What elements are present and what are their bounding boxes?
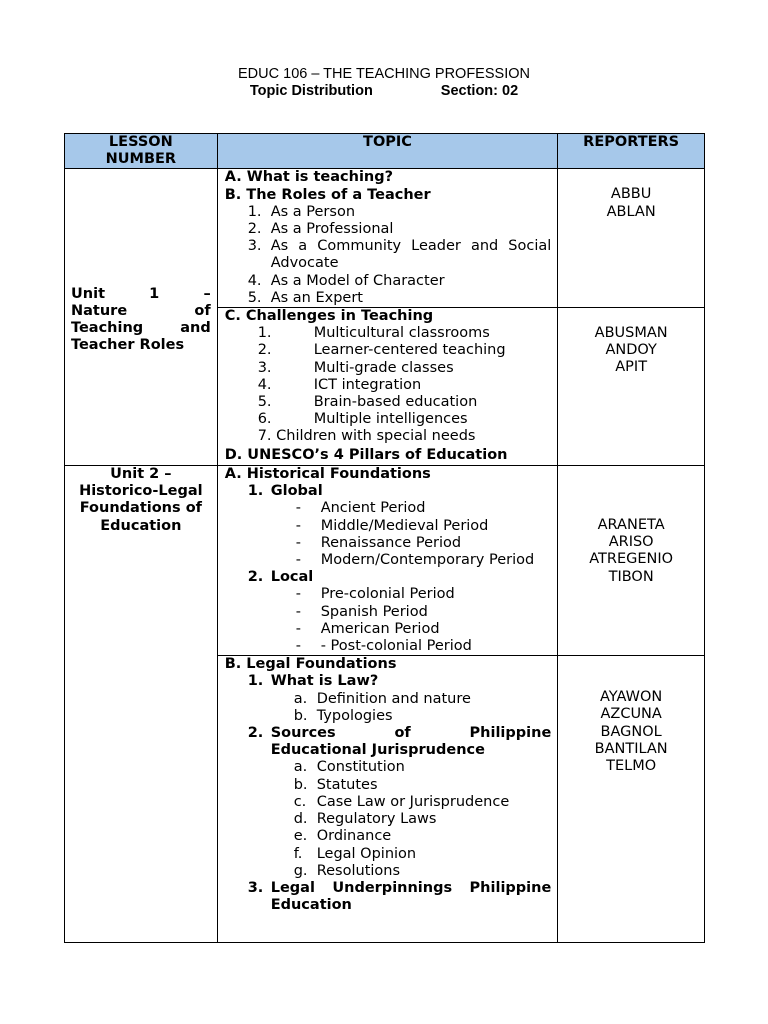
unit2-reporters-1	[558, 466, 705, 656]
list-item: 1. Global	[247, 483, 323, 500]
unit2-label-line: Foundations of	[79, 500, 202, 517]
topic-b-heading: B. Legal Foundations	[224, 656, 397, 673]
header-reporters: REPORTERS	[558, 134, 705, 169]
table-row	[65, 466, 705, 656]
unit2-label-line: Historico-Legal	[79, 483, 203, 500]
list-item: - Renaissance Period	[295, 534, 462, 551]
list-item: - American Period	[295, 620, 440, 637]
list-item: a. Definition and nature	[293, 690, 471, 707]
document-header	[0, 66, 768, 99]
list-item: 2. Learner-centered teaching	[257, 342, 506, 359]
list-item: 1. What is Law?	[247, 673, 379, 690]
unit1-cell	[65, 169, 218, 466]
list-item: - Spanish Period	[295, 603, 428, 620]
reporter-name: AZCUNA	[600, 706, 662, 723]
list-item: 2. Sources of Philippine Educational Jurisprudence	[247, 725, 552, 759]
reporter-name: APIT	[615, 359, 648, 376]
header-lesson-number: LESSON NUMBER	[65, 134, 218, 169]
reporter-name: AYAWON	[600, 689, 663, 706]
topic-distribution-label: Topic Distribution	[249, 83, 373, 99]
list-item: c. Case Law or Jurisprudence	[293, 793, 510, 810]
reporter-name: ARISO	[608, 534, 654, 551]
unit2-topic-b	[217, 656, 558, 943]
list-item: 7. Children with special needs	[257, 428, 476, 445]
list-item: 1. Multicultural classrooms	[257, 325, 490, 342]
table-header-row	[65, 134, 705, 169]
list-item: a. Constitution	[293, 759, 405, 776]
list-item: e. Ordinance	[293, 828, 392, 845]
list-item: 2. As a Professional	[247, 221, 394, 238]
section-label: Section: 02	[440, 83, 519, 99]
unit1-label-line: Teacher Roles	[71, 337, 185, 354]
topic-c-heading: C. Challenges in Teaching	[224, 308, 434, 325]
unit1-label-line: Teaching and	[71, 320, 211, 337]
list-item: - Pre-colonial Period	[295, 586, 455, 603]
list-item: 5. Brain-based education	[257, 394, 478, 411]
list-item: f. Legal Opinion	[293, 845, 417, 862]
list-item: g. Resolutions	[293, 862, 401, 879]
unit1-topic-cd	[217, 308, 558, 466]
topic-b-heading: B. The Roles of a Teacher	[224, 186, 431, 203]
unit2-cell	[65, 466, 218, 943]
unit2-label	[65, 466, 217, 535]
list-item: - Middle/Medieval Period	[295, 517, 489, 534]
reporter-name: ARANETA	[597, 517, 665, 534]
list-item: - Ancient Period	[295, 500, 426, 517]
unit1-reporters-1	[558, 169, 705, 308]
document-title: EDUC 106 – THE TEACHING PROFESSION	[238, 66, 530, 82]
topic-a-heading: A. What is teaching?	[224, 169, 394, 186]
list-item: 3. As a Community Leader and Social Advocate	[247, 238, 552, 272]
reporter-name: ANDOY	[605, 342, 657, 359]
topic-a-heading: A. Historical Foundations	[224, 466, 431, 483]
unit2-reporters-2	[558, 656, 705, 943]
list-item: 1. As a Person	[247, 203, 356, 220]
unit1-reporters-2	[558, 308, 705, 466]
unit2-label-line: Unit 2 –	[110, 466, 172, 483]
unit1-topic-ab	[217, 169, 558, 308]
list-item: b. Typologies	[293, 707, 393, 724]
reporter-name: TELMO	[606, 758, 657, 775]
list-item: b. Statutes	[293, 776, 378, 793]
document-subtitle	[0, 83, 768, 99]
list-item: 6. Multiple intelligences	[257, 411, 468, 428]
list-item: - Modern/Contemporary Period	[295, 552, 535, 569]
list-item: 5. As an Expert	[247, 289, 363, 306]
unit1-label-line: Nature of	[71, 303, 211, 320]
unit1-label	[65, 280, 217, 355]
reporter-name: TIBON	[608, 568, 654, 585]
unit2-topic-a	[217, 466, 558, 656]
table-row	[65, 169, 705, 308]
reporter-name: ABLAN	[606, 203, 656, 220]
reporter-name: BANTILAN	[594, 740, 668, 757]
reporter-name: ATREGENIO	[589, 551, 674, 568]
list-item: 4. ICT integration	[257, 376, 422, 393]
reporter-name: ABBU	[610, 186, 652, 203]
unit1-label-line: Unit 1 –	[71, 285, 211, 302]
header-topic: TOPIC	[217, 134, 558, 169]
reporter-name: ABUSMAN	[594, 325, 668, 342]
list-item: 4. As a Model of Character	[247, 272, 445, 289]
topic-d-heading: D. UNESCO’s 4 Pillars of Education	[224, 446, 508, 463]
list-item: - - Post-colonial Period	[295, 638, 472, 655]
list-item: d. Regulatory Laws	[293, 811, 437, 828]
list-item: 2. Local	[247, 569, 314, 586]
list-item: 3. Legal Underpinnings Philippine Education	[247, 879, 552, 914]
list-item: 3. Multi-grade classes	[257, 359, 454, 376]
unit2-label-line: Education	[100, 517, 182, 534]
topic-table	[64, 133, 705, 943]
reporter-name: BAGNOL	[600, 723, 662, 740]
